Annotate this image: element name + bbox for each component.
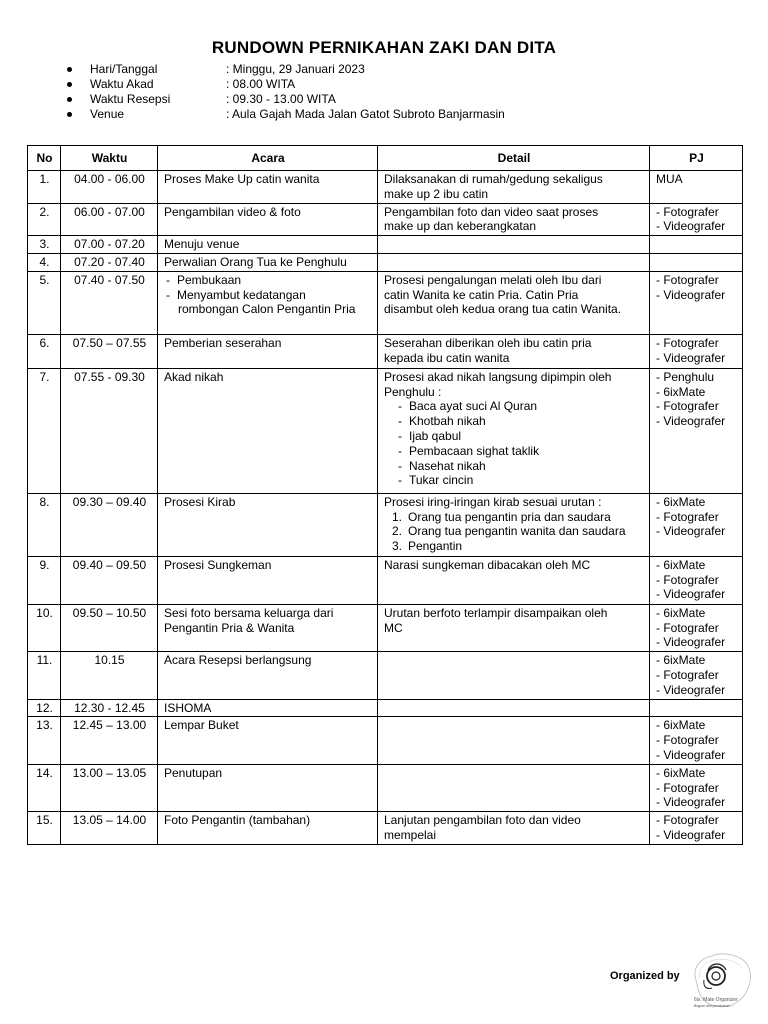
- pj-line: - Videografer: [656, 827, 726, 842]
- cell-pj: [650, 368, 743, 493]
- table-row: [28, 334, 743, 368]
- cell-no: 2.: [28, 203, 61, 236]
- pj-line: - Videografer: [656, 414, 726, 429]
- pj-line: - Fotografer: [656, 399, 719, 414]
- detail-numbered-text: Pengantin: [408, 539, 463, 554]
- pj-line: - Videografer: [656, 747, 726, 762]
- header-waktu: Waktu: [61, 146, 158, 171]
- cell-acara: [158, 604, 378, 651]
- cell-pj: [650, 604, 743, 651]
- acara-line: Prosesi Sungkeman: [164, 557, 272, 572]
- cell-detail: [378, 764, 650, 811]
- logo-text: 6ix. Mate Organizer: [694, 997, 738, 1003]
- pj-line: MUA: [656, 172, 683, 186]
- cell-no: 7.: [28, 368, 61, 493]
- cell-detail: [378, 171, 650, 204]
- cell-pj: [650, 764, 743, 811]
- table-row: [28, 493, 743, 556]
- cell-no: 5.: [28, 271, 61, 334]
- table-header-row: [28, 146, 743, 171]
- acara-line: Menuju venue: [164, 237, 240, 252]
- cell-acara: [158, 171, 378, 204]
- cell-detail: [378, 271, 650, 334]
- pj-line: - 6ixMate: [656, 653, 706, 668]
- cell-waktu: 12.30 - 12.45: [61, 699, 158, 717]
- table-row: [28, 203, 743, 236]
- cell-no: 6.: [28, 334, 61, 368]
- pj-line: - Videografer: [656, 524, 726, 539]
- cell-pj: [650, 717, 743, 764]
- header-no: No: [28, 146, 61, 171]
- table-row: [28, 699, 743, 717]
- cell-acara: [158, 812, 378, 845]
- list-number: 1.: [392, 509, 403, 524]
- table-row: [28, 764, 743, 811]
- pj-line: - Fotografer: [656, 620, 719, 635]
- cell-waktu: 09.50 – 10.50: [61, 604, 158, 651]
- detail-line: kepada ibu catin wanita: [384, 350, 510, 365]
- cell-acara: [158, 334, 378, 368]
- detail-numbered-item: [384, 539, 644, 554]
- document-title: RUNDOWN PERNIKAHAN ZAKI DAN DITA: [211, 38, 557, 57]
- info-value: : Aula Gajah Mada Jalan Gatot Subroto Banjarmasin: [226, 107, 505, 121]
- pj-line: - Fotografer: [656, 733, 719, 748]
- detail-line: catin Wanita ke catin Pria. Catin Pria: [384, 287, 579, 302]
- table-row: [28, 171, 743, 204]
- cell-no: 3.: [28, 236, 61, 254]
- cell-pj: [650, 171, 743, 204]
- table-row: [28, 556, 743, 604]
- detail-numbered-item: [384, 524, 644, 539]
- cell-no: 8.: [28, 493, 61, 556]
- cell-pj: [650, 812, 743, 845]
- detail-bullet: - Nasehat nikah: [396, 459, 644, 474]
- cell-acara: [158, 652, 378, 699]
- table-row: [28, 604, 743, 651]
- detail-bullet: - Baca ayat suci Al Quran: [396, 399, 644, 414]
- cell-pj: [650, 271, 743, 334]
- info-value: : 09.30 - 13.00 WITA: [226, 92, 336, 106]
- cell-waktu: 04.00 - 06.00: [61, 171, 158, 204]
- table-row: [28, 253, 743, 271]
- table-row: [28, 271, 743, 334]
- cell-waktu: 13.00 – 13.05: [61, 764, 158, 811]
- cell-acara: [158, 699, 378, 717]
- cell-waktu: 07.55 - 09.30: [61, 368, 158, 493]
- acara-line: Perwalian Orang Tua ke Penghulu: [164, 254, 347, 269]
- table-row: [28, 812, 743, 845]
- cell-detail: [378, 652, 650, 699]
- cell-pj: [650, 334, 743, 368]
- acara-line: Sesi foto bersama keluarga dari: [164, 605, 334, 620]
- cell-no: 11.: [28, 652, 61, 699]
- pj-line: - Videografer: [656, 350, 726, 365]
- cell-detail: [378, 604, 650, 651]
- cell-detail: [378, 717, 650, 764]
- acara-line: Pemberian seserahan: [164, 335, 282, 350]
- pj-line: - Videografer: [656, 795, 726, 810]
- cell-pj: [650, 652, 743, 699]
- detail-bullet: - Pembacaan sighat taklik: [396, 444, 644, 459]
- acara-bullet-list: [164, 273, 372, 303]
- cell-pj: [650, 236, 743, 254]
- acara-line: Pengambilan video & foto: [164, 204, 301, 219]
- detail-line: Seserahan diberikan oleh ibu catin pria: [384, 335, 592, 350]
- cell-waktu: 12.45 – 13.00: [61, 717, 158, 764]
- pj-line: - Videografer: [656, 587, 726, 602]
- pj-line: - 6ixMate: [656, 384, 706, 399]
- cell-acara: [158, 236, 378, 254]
- list-number: 2.: [392, 524, 403, 539]
- cell-acara: [158, 717, 378, 764]
- cell-acara: [158, 203, 378, 236]
- detail-line: mempelai: [384, 827, 437, 842]
- detail-numbered-item: [384, 510, 644, 525]
- pj-line: - 6ixMate: [656, 765, 706, 780]
- acara-line: Pengantin Pria & Wanita: [164, 620, 295, 635]
- acara-line: Akad nikah: [164, 369, 224, 384]
- detail-line: Penghulu :: [384, 384, 442, 399]
- cell-no: 1.: [28, 171, 61, 204]
- cell-waktu: 13.05 – 14.00: [61, 812, 158, 845]
- organized-by-label: Organized by: [610, 970, 680, 982]
- cell-no: 12.: [28, 699, 61, 717]
- cell-waktu: 07.00 - 07.20: [61, 236, 158, 254]
- cell-acara: [158, 368, 378, 493]
- cell-detail: [378, 368, 650, 493]
- cell-detail: [378, 236, 650, 254]
- pj-line: - Fotografer: [656, 572, 719, 587]
- table-row: [28, 236, 743, 254]
- cell-waktu: 09.40 – 09.50: [61, 556, 158, 604]
- table-row: [28, 368, 743, 493]
- pj-line: - Videografer: [656, 682, 726, 697]
- detail-line: Narasi sungkeman dibacakan oleh MC: [384, 557, 591, 572]
- pj-line: - 6ixMate: [656, 718, 706, 733]
- detail-line: Prosesi akad nikah langsung dipimpin oleh: [384, 369, 612, 384]
- cell-detail: [378, 556, 650, 604]
- info-label: Venue: [90, 107, 125, 121]
- cell-pj: [650, 203, 743, 236]
- cell-acara: [158, 271, 378, 334]
- cell-pj: [650, 699, 743, 717]
- info-value: : 08.00 WITA: [226, 77, 296, 91]
- acara-line: rombongan Calon Pengantin Pria: [178, 302, 356, 317]
- info-label: Hari/Tanggal: [90, 62, 158, 76]
- table-row: [28, 652, 743, 699]
- acara-line: Proses Make Up catin wanita: [164, 172, 320, 186]
- list-number: 3.: [392, 539, 403, 554]
- detail-line: MC: [384, 620, 403, 635]
- acara-bullet: - Pembukaan: [164, 273, 372, 288]
- info-label: Waktu Resepsi: [90, 92, 171, 106]
- cell-detail: [378, 334, 650, 368]
- cell-pj: [650, 253, 743, 271]
- acara-line: Foto Pengantin (tambahan): [164, 813, 311, 828]
- detail-bullet: - Khotbah nikah: [396, 414, 644, 429]
- header-acara: Acara: [158, 146, 378, 171]
- detail-bullet: - Ijab qabul: [396, 429, 644, 444]
- detail-numbered-text: Orang tua pengantin wanita dan saudara: [408, 524, 626, 539]
- pj-line: - Fotografer: [656, 667, 719, 682]
- cell-no: 15.: [28, 812, 61, 845]
- header-pj: PJ: [650, 146, 743, 171]
- cell-waktu: 07.50 – 07.55: [61, 334, 158, 368]
- info-value: : Minggu, 29 Januari 2023: [226, 62, 365, 76]
- pj-line: - 6ixMate: [656, 494, 706, 509]
- detail-line: Prosesi pengalungan melati oleh Ibu dari: [384, 272, 602, 287]
- acara-line: Penutupan: [164, 765, 223, 780]
- table-row: [28, 717, 743, 764]
- cell-no: 13.: [28, 717, 61, 764]
- header-detail: Detail: [378, 146, 650, 171]
- cell-waktu: 10.15: [61, 652, 158, 699]
- cell-acara: [158, 764, 378, 811]
- cell-no: 14.: [28, 764, 61, 811]
- cell-detail: [378, 253, 650, 271]
- pj-line: - Fotografer: [656, 204, 719, 219]
- pj-line: - Videografer: [656, 635, 726, 650]
- detail-bullet-list: [384, 399, 644, 488]
- detail-line: Prosesi iring-iringan kirab sesuai urutan :: [384, 494, 602, 509]
- detail-line: Urutan berfoto terlampir disampaikan oleh: [384, 605, 608, 620]
- cell-waktu: 07.20 - 07.40: [61, 253, 158, 271]
- detail-line: Lanjutan pengambilan foto dan video: [384, 813, 581, 828]
- cell-no: 10.: [28, 604, 61, 651]
- cell-pj: [650, 493, 743, 556]
- pj-line: - 6ixMate: [656, 605, 706, 620]
- cell-detail: [378, 812, 650, 845]
- detail-line: make up 2 ibu catin: [384, 186, 489, 201]
- info-label: Waktu Akad: [90, 77, 154, 91]
- pj-line: - Penghulu: [656, 369, 715, 384]
- detail-line: disambut oleh kedua orang tua catin Wanita.: [384, 302, 622, 317]
- cell-waktu: 07.40 - 07.50: [61, 271, 158, 334]
- cell-detail: [378, 493, 650, 556]
- acara-line: Prosesi Kirab: [164, 494, 236, 509]
- cell-no: 9.: [28, 556, 61, 604]
- logo-tagline: Bagian dari pernikahan ...: [694, 1004, 734, 1008]
- cell-no: 4.: [28, 253, 61, 271]
- pj-line: - Fotografer: [656, 509, 719, 524]
- detail-bullet: - Tukar cincin: [396, 473, 644, 488]
- detail-numbered-text: Orang tua pengantin pria dan saudara: [408, 509, 611, 524]
- pj-line: - Fotografer: [656, 780, 719, 795]
- pj-line: - 6ixMate: [656, 557, 706, 572]
- pj-line: - Videografer: [656, 219, 726, 234]
- rundown-table: [27, 145, 743, 845]
- detail-line: Pengambilan foto dan video saat proses: [384, 204, 599, 219]
- pj-line: - Fotografer: [656, 813, 719, 828]
- cell-waktu: 09.30 – 09.40: [61, 493, 158, 556]
- pj-line: - Fotografer: [656, 335, 719, 350]
- cell-waktu: 06.00 - 07.00: [61, 203, 158, 236]
- acara-bullet: - Menyambut kedatangan: [164, 288, 372, 303]
- detail-line: make up dan keberangkatan: [384, 219, 537, 234]
- cell-pj: [650, 556, 743, 604]
- cell-acara: [158, 253, 378, 271]
- acara-line: Lempar Buket: [164, 718, 239, 733]
- pj-line: - Fotografer: [656, 272, 719, 287]
- detail-numbered-list: [384, 510, 644, 554]
- cell-acara: [158, 493, 378, 556]
- detail-line: Dilaksanakan di rumah/gedung sekaligus: [384, 172, 603, 186]
- cell-acara: [158, 556, 378, 604]
- acara-line: ISHOMA: [164, 700, 212, 715]
- cell-detail: [378, 699, 650, 717]
- pj-line: - Videografer: [656, 287, 726, 302]
- acara-line: Acara Resepsi berlangsung: [164, 653, 312, 668]
- cell-detail: [378, 203, 650, 236]
